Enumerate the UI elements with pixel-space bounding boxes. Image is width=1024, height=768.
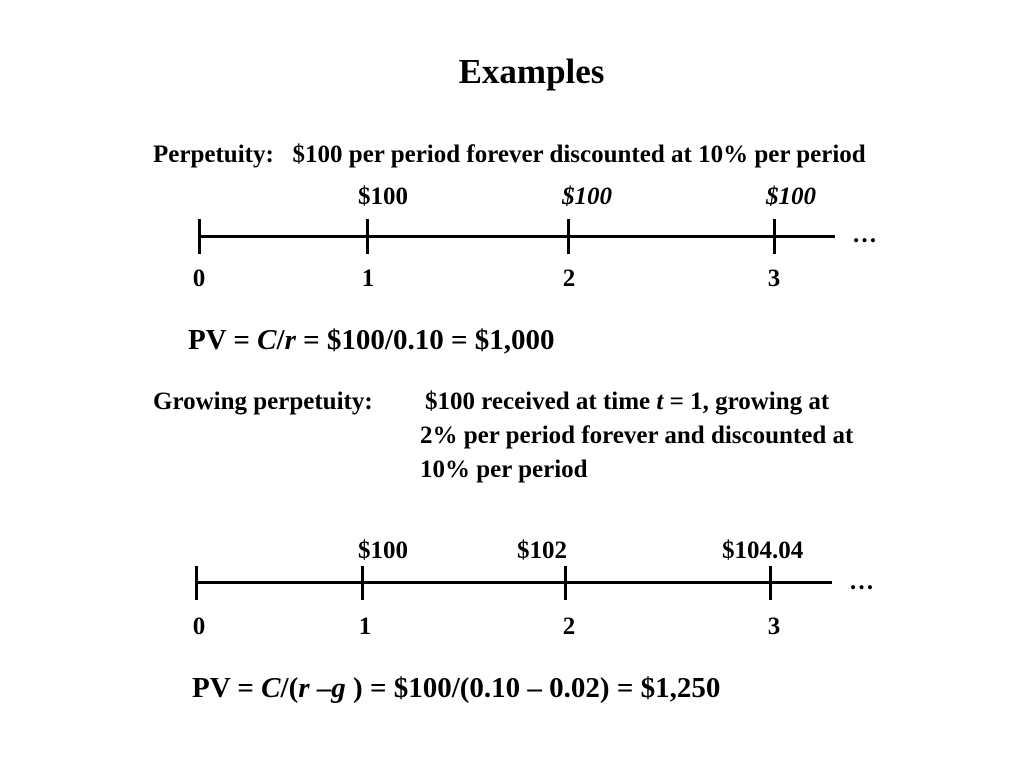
growing-tick-2 (564, 566, 567, 600)
perpetuity-period-1: 1 (361, 265, 375, 292)
page-title: Examples (458, 52, 605, 91)
perpetuity-heading (153, 141, 866, 169)
growing-period-3: 3 (767, 613, 781, 640)
growing-period-0: 0 (192, 613, 206, 640)
growing-period-1: 1 (358, 613, 372, 640)
perpetuity-label: Perpetuity: (153, 141, 274, 168)
growing-perpetuity-line-1: $100 received at time t = 1, growing at (425, 388, 830, 415)
growing-period-2: 2 (562, 613, 576, 640)
growing-cash-flow-2: $102 (517, 537, 567, 564)
growing-timeline-line (196, 581, 832, 584)
perpetuity-timeline-line (199, 235, 835, 238)
growing-perpetuity-line-2: 2% per period forever and discounted at (420, 422, 854, 449)
perpetuity-tick-0 (198, 219, 201, 254)
growing-perpetuity-formula: PV = C/(r –g ) = $100/(0.10 – 0.02) = $1,250 (192, 672, 721, 704)
growing-cash-flow-1: $100 (358, 537, 408, 564)
perpetuity-period-2: 2 (562, 265, 576, 292)
perpetuity-formula: PV = C/r = $100/0.10 = $1,000 (188, 324, 555, 356)
growing-cash-flow-3: $104.04 (722, 537, 804, 564)
growing-perpetuity-line-3: 10% per period (420, 456, 588, 483)
growing-perpetuity-label: Growing perpetuity: (153, 388, 373, 415)
growing-tick-3 (769, 566, 772, 600)
perpetuity-cash-flow-1: $100 (358, 183, 408, 210)
perpetuity-cash-flow-3: $100 (766, 183, 816, 210)
perpetuity-period-0: 0 (192, 265, 206, 292)
growing-ellipsis: … (849, 568, 874, 595)
perpetuity-ellipsis: … (852, 221, 877, 248)
perpetuity-tick-2 (567, 219, 570, 254)
growing-tick-0 (195, 566, 198, 600)
perpetuity-description: $100 per period forever discounted at 10% per period (292, 141, 866, 168)
growing-tick-1 (361, 566, 364, 600)
perpetuity-tick-3 (773, 219, 776, 254)
perpetuity-tick-1 (366, 219, 369, 254)
perpetuity-cash-flow-2: $100 (562, 183, 612, 210)
perpetuity-period-3: 3 (767, 265, 781, 292)
